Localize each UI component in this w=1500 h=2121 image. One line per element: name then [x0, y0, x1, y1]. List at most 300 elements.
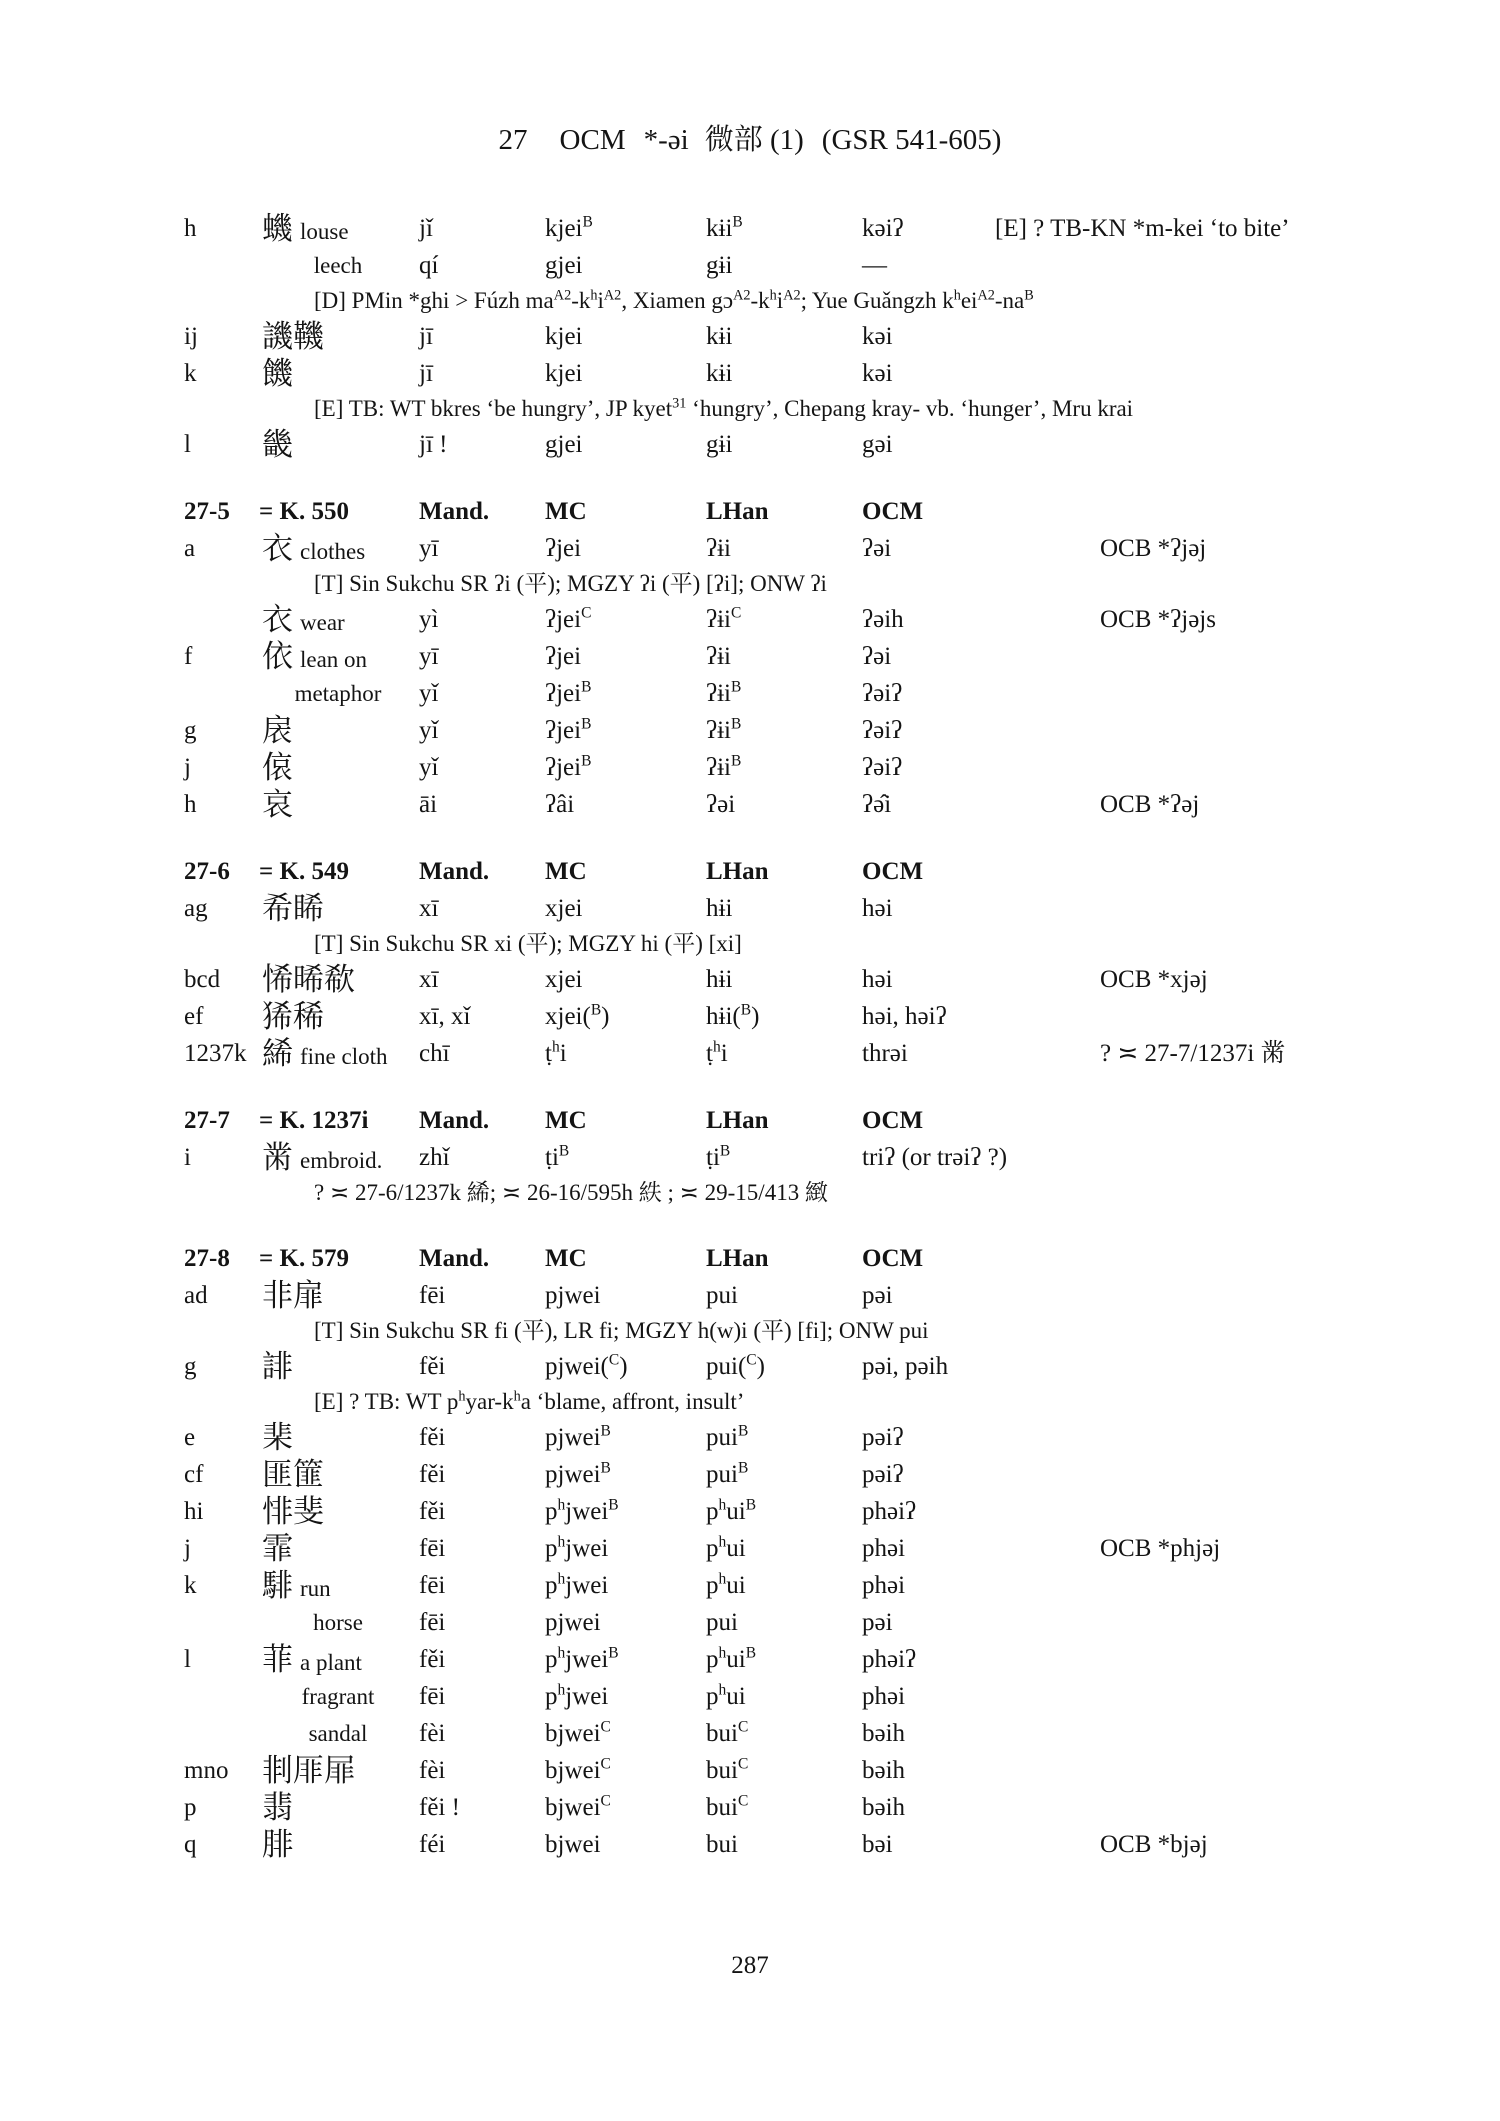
graph-cell — [262, 210, 349, 250]
superscript: h — [590, 287, 598, 304]
superscript: h — [718, 1496, 727, 1514]
superscript: C — [731, 604, 742, 622]
karlgren-reference: = K. 579 — [259, 1245, 349, 1272]
old-chinese-reading: kəi — [862, 323, 893, 350]
graph-cell — [262, 1530, 293, 1570]
superscript: h — [718, 1570, 727, 1588]
mandarin-reading: zhǐ — [419, 1144, 450, 1171]
later-han-reading — [706, 998, 759, 1035]
old-chinese-reading: bəih — [862, 1720, 906, 1747]
text-segment: ui — [726, 1535, 746, 1562]
mandarin-reading: fěi — [419, 1461, 446, 1488]
superscript: C — [600, 1755, 611, 1773]
text-segment: ʔɨi — [706, 754, 731, 781]
graph-cell — [262, 426, 293, 466]
middle-chinese-reading — [545, 1567, 608, 1604]
graph-cell — [262, 1035, 388, 1075]
entry-row — [0, 1567, 1500, 1604]
graph-cell — [262, 786, 293, 826]
note-line: ? ≍ 27-6/1237k 絺; ≍ 26-16/595h 紩 ; ≍ 29-15/413 緻 — [314, 1180, 828, 1205]
superscript: B — [608, 1496, 619, 1514]
superscript: B — [581, 715, 592, 733]
later-han-reading: hɨi — [706, 895, 733, 922]
mandarin-reading: chī — [419, 1040, 450, 1067]
old-chinese-reading: pəiʔ — [862, 1461, 904, 1488]
entry-row — [0, 1604, 1500, 1641]
entry-letters: g — [184, 1353, 197, 1380]
later-han-reading: kɨi — [706, 323, 733, 350]
text-segment: jwei — [565, 1683, 609, 1710]
later-han-reading — [706, 1035, 728, 1072]
mandarin-reading: yǐ — [419, 717, 439, 744]
graph-cell — [262, 601, 345, 641]
entry-row — [0, 318, 1500, 355]
text-segment: ei — [960, 288, 978, 313]
column-heading-lhan: LHan — [706, 498, 769, 525]
text-segment: ʔjei — [545, 680, 582, 707]
graph-cell — [262, 961, 355, 1001]
old-chinese-reading: gəi — [862, 431, 893, 458]
text-segment: ; Yue Guǎngzh k — [800, 288, 954, 313]
column-heading-mand: Mand. — [419, 858, 490, 885]
page-number: 287 — [731, 1952, 769, 1979]
entry-letters: l — [184, 431, 191, 458]
text-segment: ṭi — [706, 1144, 720, 1171]
mandarin-reading: jī ! — [419, 431, 448, 458]
middle-chinese-reading: ʔâi — [545, 791, 575, 818]
superscript: B — [731, 752, 742, 770]
entry-letters: k — [184, 1572, 197, 1599]
later-han-reading — [706, 1789, 748, 1826]
superscript: h — [557, 1533, 566, 1551]
superscript: h — [953, 287, 961, 304]
text-segment: -k — [750, 288, 770, 313]
entry-row — [0, 1530, 1500, 1567]
chinese-graph: 誹 — [262, 1349, 293, 1384]
entry-row — [0, 1678, 1500, 1715]
text-segment: i — [559, 1040, 567, 1067]
chinese-graph: 譏鞿 — [262, 319, 324, 354]
old-chinese-reading: phəi — [862, 1535, 906, 1562]
text-segment: bjwei — [545, 1794, 601, 1821]
gloss: clothes — [300, 539, 366, 564]
later-han-reading — [706, 1678, 746, 1715]
entry-row — [0, 1348, 1500, 1385]
mandarin-reading: jǐ — [419, 215, 433, 242]
middle-chinese-reading — [545, 1752, 611, 1789]
mandarin-reading: jī — [419, 323, 433, 350]
entry-letters: mno — [184, 1757, 229, 1784]
old-chinese-reading: ʔəiʔ — [862, 754, 903, 781]
old-chinese-reading: kəi — [862, 360, 893, 387]
text-segment: p — [706, 1498, 719, 1525]
later-han-reading: pui — [706, 1282, 738, 1309]
text-segment: jwei — [565, 1572, 609, 1599]
text-segment: ʔjei — [545, 754, 582, 781]
sub-gloss: fragrant — [301, 1684, 375, 1709]
superscript: B — [737, 1422, 749, 1440]
old-chinese-reading: pəi, pəih — [862, 1353, 949, 1380]
entry-row — [0, 1641, 1500, 1678]
graph-cell — [262, 1789, 293, 1829]
entry-letters: hi — [184, 1498, 204, 1525]
text-segment: i — [720, 1040, 728, 1067]
chinese-graph: 依 — [262, 639, 293, 674]
later-han-reading — [706, 1419, 748, 1456]
mandarin-reading: fèi — [419, 1757, 446, 1784]
old-chinese-reading: — — [862, 252, 887, 279]
entry-row — [0, 426, 1500, 463]
text-segment: jwei — [565, 1498, 609, 1525]
superscript: A2 — [977, 287, 995, 304]
column-heading-ocm: OCM — [862, 1107, 924, 1134]
middle-chinese-reading — [545, 1348, 628, 1385]
sub-gloss: metaphor — [294, 681, 382, 706]
old-chinese-reading: həi — [862, 966, 893, 993]
text-segment: bjwei — [545, 1720, 601, 1747]
entry-row — [0, 749, 1500, 786]
entry-row — [0, 961, 1500, 998]
graph-cell — [262, 1641, 362, 1681]
later-han-reading — [706, 1641, 756, 1678]
later-han-reading: pui — [706, 1609, 738, 1636]
graph-cell — [262, 355, 293, 395]
gloss: wear — [300, 610, 345, 635]
etymology-remark: [E] ? TB-KN *m-kei ‘to bite’ — [995, 215, 1290, 242]
note-line: [T] Sin Sukchu SR xi (平); MGZY hi (平) [xi] — [314, 931, 742, 956]
graph-cell — [262, 1456, 324, 1496]
mandarin-reading: xī, xǐ — [419, 1003, 471, 1030]
entry-letters: ad — [184, 1282, 208, 1309]
column-heading-mc: MC — [545, 1245, 587, 1272]
text-segment: ) — [756, 1353, 765, 1380]
mandarin-reading: fěi — [419, 1646, 446, 1673]
gloss: fine cloth — [300, 1044, 388, 1069]
text-segment: bui — [706, 1757, 738, 1784]
sub-gloss: sandal — [308, 1721, 368, 1746]
sub-gloss: horse — [313, 1610, 363, 1635]
graph-cell — [262, 1752, 355, 1792]
middle-chinese-reading — [545, 1419, 611, 1456]
text-segment: -na — [994, 288, 1025, 313]
superscript: 31 — [672, 395, 687, 412]
text-segment: yar-k — [465, 1389, 514, 1414]
entry-group — [0, 853, 1500, 1072]
old-chinese-reading: phəiʔ — [862, 1498, 917, 1525]
sub-gloss: leech — [313, 253, 363, 278]
later-han-reading: ʔəi — [706, 791, 736, 818]
later-han-reading — [706, 1348, 765, 1385]
old-chinese-reading: ʔəi — [862, 643, 892, 670]
mandarin-reading: fèi — [419, 1720, 446, 1747]
text-segment: ʔjei — [545, 606, 582, 633]
text-segment: i — [597, 288, 604, 313]
superscript: h — [513, 1388, 521, 1405]
superscript: B — [581, 678, 592, 696]
text-segment: p — [706, 1535, 719, 1562]
graph-cell — [262, 890, 324, 930]
column-heading-mand: Mand. — [419, 498, 490, 525]
mandarin-reading: yì — [419, 606, 439, 633]
superscript: B — [600, 1459, 611, 1477]
text-segment: bui — [706, 1794, 738, 1821]
chinese-graph: 匪篚 — [262, 1457, 324, 1492]
text-segment: p — [545, 1498, 558, 1525]
chinese-graph: 非扉 — [262, 1278, 324, 1313]
entry-letters: a — [184, 535, 196, 562]
graph-cell — [262, 749, 293, 789]
chinese-graph: 畿 — [262, 427, 293, 462]
column-heading-lhan: LHan — [706, 1107, 769, 1134]
superscript: h — [718, 1644, 727, 1662]
later-han-reading — [706, 1456, 748, 1493]
reconstruction-system: OCM — [559, 124, 626, 156]
middle-chinese-reading: kjei — [545, 323, 583, 350]
entry-row — [0, 1826, 1500, 1863]
entry-row — [0, 1493, 1500, 1530]
graph-cell — [262, 638, 367, 678]
mandarin-reading: fēi — [419, 1535, 446, 1562]
entry-letters: k — [184, 360, 197, 387]
middle-chinese-reading — [545, 998, 610, 1035]
later-han-reading: bui — [706, 1831, 738, 1858]
text-segment: p — [545, 1646, 558, 1673]
side-comment: OCB *xjəj — [1100, 966, 1208, 993]
old-chinese-reading: pəiʔ — [862, 1424, 904, 1451]
superscript: C — [737, 1792, 749, 1810]
old-chinese-reading: pəi — [862, 1609, 893, 1636]
old-chinese-reading: bəih — [862, 1794, 906, 1821]
column-heading-mc: MC — [545, 858, 587, 885]
middle-chinese-reading: kjei — [545, 360, 583, 387]
entry-row — [0, 210, 1500, 247]
entry-row — [0, 786, 1500, 823]
chinese-graph: 偯 — [262, 750, 293, 785]
chinese-graph: 狶稀 — [262, 999, 324, 1034]
note-line: [T] Sin Sukchu SR ʔi (平); MGZY ʔi (平) [ʔi]; ONW ʔi — [314, 571, 827, 596]
text-segment: p — [545, 1683, 558, 1710]
entry-row — [0, 247, 1500, 284]
entry-row — [0, 1035, 1500, 1072]
superscript: B — [737, 1459, 749, 1477]
middle-chinese-reading — [545, 210, 593, 247]
superscript: B — [719, 1142, 731, 1160]
text-segment: ui — [726, 1498, 746, 1525]
column-heading-mand: Mand. — [419, 1245, 490, 1272]
old-chinese-reading: phəi — [862, 1683, 906, 1710]
text-segment: bui — [706, 1720, 738, 1747]
old-chinese-reading: ʔə̂i — [862, 791, 892, 818]
series-number: 27-8 — [184, 1245, 230, 1272]
later-han-reading — [706, 1139, 730, 1176]
text-segment: pui( — [706, 1353, 747, 1380]
superscript: B — [732, 213, 743, 231]
mandarin-reading: féi — [419, 1831, 446, 1858]
chinese-graph: 哀 — [262, 787, 293, 822]
column-heading-mc: MC — [545, 498, 587, 525]
superscript: B — [745, 1496, 757, 1514]
graph-cell — [262, 1419, 293, 1459]
text-segment: jwei — [565, 1535, 609, 1562]
column-heading-lhan: LHan — [706, 858, 769, 885]
old-chinese-reading: thrəi — [862, 1040, 908, 1067]
mandarin-reading: fēi — [419, 1282, 446, 1309]
column-heading-lhan: LHan — [706, 1245, 769, 1272]
chinese-graph: 希睎 — [262, 891, 324, 926]
superscript: B — [731, 678, 742, 696]
graph-cell — [262, 712, 293, 752]
text-segment: [D] PMin *ghi > Fúzh ma — [314, 288, 554, 313]
entry-letters: g — [184, 717, 197, 744]
middle-chinese-reading: ʔjei — [545, 535, 582, 562]
series-header — [0, 1240, 1500, 1277]
text-segment: pjwei — [545, 1424, 601, 1451]
chinese-graph: 悱斐 — [262, 1494, 324, 1529]
later-han-reading — [706, 712, 741, 749]
note-line — [0, 284, 1500, 318]
column-heading-ocm: OCM — [862, 1245, 924, 1272]
note-line — [0, 392, 1500, 426]
text-segment: p — [545, 1572, 558, 1599]
mandarin-reading: fēi — [419, 1609, 446, 1636]
superscript: A2 — [733, 287, 751, 304]
middle-chinese-reading — [545, 1715, 611, 1752]
text-segment: [E] ? TB: WT p — [314, 1389, 459, 1414]
note-line: [T] Sin Sukchu SR fi (平), LR fi; MGZY h(w)i (平) [fi]; ONW pui — [314, 1318, 929, 1343]
superscript: B — [740, 1001, 752, 1019]
superscript: C — [581, 604, 592, 622]
series-header — [0, 1102, 1500, 1139]
mandarin-reading: yī — [419, 643, 439, 670]
entry-group — [0, 1102, 1500, 1210]
entry-row — [0, 1139, 1500, 1176]
karlgren-reference: = K. 550 — [259, 498, 349, 525]
entry-row — [0, 1419, 1500, 1456]
text-segment: ṭi — [545, 1144, 559, 1171]
side-comment: OCB *ʔjəjs — [1100, 606, 1216, 633]
superscript: B — [608, 1644, 619, 1662]
middle-chinese-reading — [545, 712, 591, 749]
dictionary-entries — [0, 210, 1500, 1863]
superscript: A2 — [553, 287, 572, 304]
text-segment: -k — [571, 288, 591, 313]
mandarin-reading: xī — [419, 895, 439, 922]
column-heading-ocm: OCM — [862, 498, 924, 525]
old-chinese-reading: bəi — [862, 1831, 893, 1858]
entry-letters: ij — [184, 323, 198, 350]
later-han-reading — [706, 1715, 748, 1752]
text-segment: pui — [706, 1424, 738, 1451]
text-segment: a ‘blame, affront, insult’ — [520, 1389, 745, 1414]
superscript: h — [712, 1038, 721, 1056]
side-comment: OCB *phjəj — [1100, 1535, 1221, 1562]
graph-cell — [262, 998, 324, 1038]
page-header — [0, 122, 1500, 158]
middle-chinese-reading — [545, 1493, 619, 1530]
middle-chinese-reading: xjei — [545, 966, 583, 993]
chinese-graph: 悕晞欷 — [262, 962, 355, 997]
later-han-reading — [706, 1567, 746, 1604]
middle-chinese-reading — [545, 675, 591, 712]
text-segment: bjwei — [545, 1757, 601, 1784]
entry-row — [0, 1277, 1500, 1314]
later-han-reading — [706, 1752, 748, 1789]
graph-cell — [262, 1493, 324, 1533]
chinese-graph: 黹 — [262, 1140, 293, 1175]
mandarin-reading: āi — [419, 791, 438, 818]
middle-chinese-reading: gjei — [545, 252, 583, 279]
entry-letters: 1237k — [184, 1040, 247, 1067]
superscript: h — [458, 1388, 466, 1405]
text-segment: p — [706, 1572, 719, 1599]
entry-row — [0, 675, 1500, 712]
old-chinese-reading: ʔəiʔ — [862, 680, 903, 707]
graph-cell — [262, 1139, 382, 1179]
karlgren-reference: = K. 549 — [259, 858, 349, 885]
later-han-reading — [706, 601, 741, 638]
gloss: a plant — [300, 1650, 362, 1675]
column-heading-mand: Mand. — [419, 1107, 490, 1134]
superscript: C — [737, 1718, 749, 1736]
chinese-graph: 剕厞屝 — [262, 1753, 355, 1788]
entry-letters: h — [184, 215, 197, 242]
text-segment: jwei — [565, 1646, 609, 1673]
chinese-graph: 霏 — [262, 1531, 293, 1566]
entry-letters: j — [184, 1535, 191, 1562]
old-chinese-reading: bəih — [862, 1757, 906, 1784]
mandarin-reading: fēi — [419, 1572, 446, 1599]
entry-letters: ef — [184, 1003, 204, 1030]
chinese-graph: 扆 — [262, 713, 293, 748]
superscript: B — [745, 1644, 757, 1662]
text-segment: i — [776, 288, 784, 313]
mandarin-reading: yǐ — [419, 754, 439, 781]
chinese-graph: 棐 — [262, 1420, 293, 1455]
entry-letters: f — [184, 643, 193, 670]
later-han-reading: hɨi — [706, 966, 733, 993]
superscript: C — [600, 1792, 611, 1810]
mandarin-reading: fěi — [419, 1498, 446, 1525]
entry-row — [0, 1752, 1500, 1789]
later-han-reading — [706, 1530, 746, 1567]
entry-letters: bcd — [184, 966, 221, 993]
chinese-graph: 菲 — [262, 1642, 293, 1677]
entry-letters: cf — [184, 1461, 204, 1488]
text-segment: p — [545, 1535, 558, 1562]
superscript: h — [718, 1533, 727, 1551]
superscript: h — [551, 1038, 560, 1056]
chinese-graph: 騑 — [262, 1568, 293, 1603]
later-han-reading: ʔɨi — [706, 535, 731, 562]
old-chinese-reading: ʔəiʔ — [862, 717, 903, 744]
middle-chinese-reading — [545, 1530, 608, 1567]
entry-letters: h — [184, 791, 197, 818]
chinese-graph: 饑 — [262, 356, 293, 391]
entry-row — [0, 1456, 1500, 1493]
middle-chinese-reading: gjei — [545, 431, 583, 458]
chapter-number: 27 — [498, 124, 528, 156]
middle-chinese-reading — [545, 601, 591, 638]
chinese-graph: 蟣 — [262, 211, 293, 246]
old-chinese-reading: həi, həiʔ — [862, 1003, 947, 1030]
superscript: B — [581, 752, 592, 770]
text-segment: kjei — [545, 215, 583, 242]
text-segment: p — [706, 1683, 719, 1710]
old-chinese-reading: pəi — [862, 1282, 893, 1309]
superscript: B — [590, 1001, 602, 1019]
old-chinese-reading: triʔ (or trəiʔ ?) — [862, 1144, 1008, 1171]
text-segment: hɨi( — [706, 1003, 741, 1030]
